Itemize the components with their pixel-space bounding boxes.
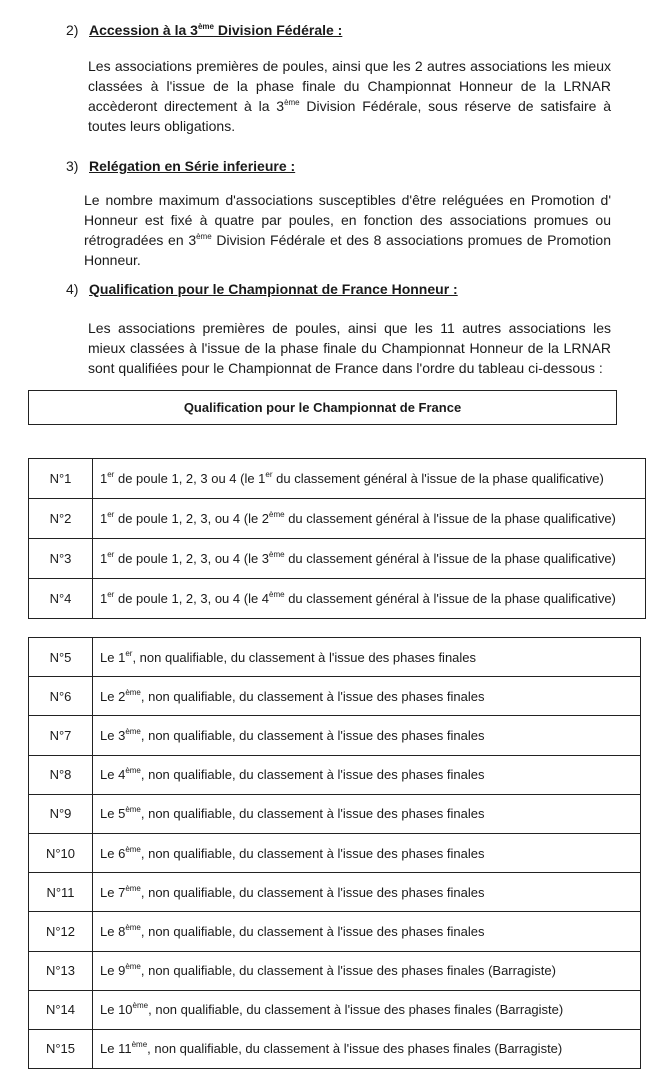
description-cell — [93, 794, 641, 833]
description-cell — [93, 873, 641, 912]
rank-cell: N°14 — [29, 990, 93, 1029]
desc-text: du classement général à l'issue de la phase qualificative) — [284, 591, 616, 606]
table-row — [29, 912, 641, 951]
description-cell — [93, 579, 646, 619]
description-cell — [93, 912, 641, 951]
desc-text: Le 3 — [100, 727, 126, 743]
desc-sup: er — [107, 470, 115, 479]
section-3-number: 3) — [66, 158, 79, 174]
rank-cell: N°1 — [29, 459, 93, 499]
table-row — [29, 1029, 641, 1068]
section-3-paragraph — [84, 190, 611, 270]
desc-text: Le 10 — [100, 1002, 133, 1018]
table-row — [29, 539, 646, 579]
desc-text: , non qualifiable, du classement à l'issue des phases finales — [132, 649, 477, 665]
description-cell — [93, 499, 646, 539]
para-text: Le nombre maximum d'associations susceptibles d'être reléguées en Promotion d' Honneur est fixé à quatre par poules, en fonction des associations promues ou rétrogradées en 3 — [84, 192, 611, 248]
desc-text: 1 — [100, 511, 108, 526]
rank-cell: N°15 — [29, 1029, 93, 1068]
desc-sup: ème — [269, 590, 285, 599]
desc-sup: er — [265, 470, 273, 479]
rank-cell: N°5 — [29, 638, 93, 677]
section-4-number: 4) — [66, 281, 79, 297]
description-cell — [93, 716, 641, 755]
desc-text: , non qualifiable, du classement à l'issue des phases finales — [140, 806, 485, 822]
description-cell — [93, 1029, 641, 1068]
desc-text: 1 — [100, 471, 108, 486]
table-row — [29, 638, 641, 677]
desc-sup: er — [107, 510, 115, 519]
desc-text: 1 — [100, 551, 108, 566]
desc-text: , non qualifiable, du classement à l'issue des phases finales — [140, 767, 485, 783]
desc-text: Le 4 — [100, 767, 126, 783]
section-4-title: Qualification pour le Championnat de France Honneur : — [89, 281, 458, 297]
rank-cell: N°11 — [29, 873, 93, 912]
desc-sup: ème — [269, 510, 285, 519]
description-cell — [93, 539, 646, 579]
desc-sup: er — [125, 648, 133, 658]
desc-sup: ème — [125, 844, 141, 854]
desc-text: , non qualifiable, du classement à l'issue des phases finales — [140, 923, 485, 939]
rank-cell: N°10 — [29, 833, 93, 872]
table-row — [29, 990, 641, 1029]
description-cell — [93, 755, 641, 794]
desc-sup: ème — [132, 1001, 149, 1011]
desc-text: , non qualifiable, du classement à l'issue des phases finales — [140, 727, 485, 743]
table-row — [29, 499, 646, 539]
rank-cell: N°12 — [29, 912, 93, 951]
desc-text: , non qualifiable, du classement à l'issue des phases finales (Barragiste) — [148, 1002, 564, 1018]
table-row — [29, 755, 641, 794]
rank-cell: N°2 — [29, 499, 93, 539]
description-cell — [93, 990, 641, 1029]
desc-text: de poule 1, 2, 3 ou 4 (le 1 — [114, 471, 266, 486]
description-cell — [93, 951, 641, 990]
rank-cell: N°4 — [29, 579, 93, 619]
desc-sup: ème — [125, 687, 141, 697]
qualification-table-2 — [28, 637, 641, 1069]
desc-sup: ème — [125, 726, 141, 736]
desc-text: Le 6 — [100, 845, 126, 861]
table-row — [29, 951, 641, 990]
desc-text: de poule 1, 2, 3, ou 4 (le 3 — [114, 551, 270, 566]
desc-text: du classement général à l'issue de la phase qualificative) — [284, 551, 616, 566]
section-2-title-text: Accession à la 3 — [89, 22, 198, 38]
description-cell — [93, 638, 641, 677]
section-2-paragraph — [88, 56, 611, 136]
desc-text: , non qualifiable, du classement à l'issue des phases finales — [140, 845, 485, 861]
desc-text: Le 1 — [100, 649, 126, 665]
rank-cell: N°9 — [29, 794, 93, 833]
table-row — [29, 716, 641, 755]
para-text: Division Fédérale et des 8 associations promues de Promotion Honneur. — [84, 232, 611, 268]
para-text: Division Fédérale, sous réserve de satisfaire à toutes leurs obligations. — [88, 98, 611, 134]
desc-text: Le 7 — [100, 884, 126, 900]
desc-text: Le 2 — [100, 688, 126, 704]
section-2-title-text-end: Division Fédérale : — [213, 22, 343, 38]
desc-text: de poule 1, 2, 3, ou 4 (le 4 — [114, 591, 270, 606]
section-2-number: 2) — [66, 22, 79, 38]
description-cell — [93, 833, 641, 872]
desc-text: Le 5 — [100, 806, 126, 822]
desc-sup: ème — [125, 805, 141, 815]
qualification-table-1 — [28, 458, 646, 619]
table-row — [29, 794, 641, 833]
desc-text: , non qualifiable, du classement à l'issue des phases finales (Barragiste) — [147, 1041, 563, 1057]
desc-text: de poule 1, 2, 3, ou 4 (le 2 — [114, 511, 270, 526]
desc-text: , non qualifiable, du classement à l'issue des phases finales (Barragiste) — [140, 963, 556, 979]
para-sup: ème — [196, 232, 212, 241]
para-sup: ème — [284, 98, 300, 107]
desc-sup: ème — [125, 883, 141, 893]
description-cell — [93, 677, 641, 716]
desc-sup: ème — [125, 962, 141, 972]
para-text: Les associations premières de poules, ainsi que les 2 autres associations les mieux classées à l'issue de la phase finale du Championnat Honneur de la LRNAR accèderont directement à la 3 — [88, 58, 611, 114]
section-4-paragraph: Les associations premières de poules, ainsi que les 11 autres associations les mieux classées à l'issue de la phase finale du Championnat Honneur de la LRNAR sont qualifiées pour le Championnat de France dans l'ordre du tableau ci-dessous : — [88, 320, 611, 376]
rank-cell: N°6 — [29, 677, 93, 716]
table-row — [29, 677, 641, 716]
rank-cell: N°3 — [29, 539, 93, 579]
description-cell — [93, 459, 646, 499]
desc-text: Le 8 — [100, 923, 126, 939]
section-3-title: Relégation en Série inferieure : — [89, 158, 296, 174]
table-title-box: Qualification pour le Championnat de France — [28, 390, 617, 425]
desc-text: Le 11 — [100, 1041, 132, 1057]
rank-cell: N°8 — [29, 755, 93, 794]
desc-sup: er — [107, 550, 115, 559]
section-2-title — [89, 22, 342, 38]
desc-sup: ème — [125, 766, 141, 776]
desc-sup: ème — [125, 922, 141, 932]
desc-sup: ème — [131, 1040, 148, 1050]
desc-text: 1 — [100, 591, 108, 606]
desc-text: , non qualifiable, du classement à l'issue des phases finales — [140, 884, 485, 900]
table-row — [29, 579, 646, 619]
rank-cell: N°7 — [29, 716, 93, 755]
section-2-title-sup: ème — [197, 22, 214, 31]
desc-text: du classement général à l'issue de la phase qualificative) — [272, 471, 604, 486]
rank-cell: N°13 — [29, 951, 93, 990]
desc-text: Le 9 — [100, 963, 126, 979]
desc-sup: er — [107, 590, 115, 599]
table-row — [29, 459, 646, 499]
desc-text: , non qualifiable, du classement à l'issue des phases finales — [140, 688, 485, 704]
desc-text: du classement général à l'issue de la phase qualificative) — [284, 511, 616, 526]
desc-sup: ème — [269, 550, 285, 559]
table-row — [29, 873, 641, 912]
table-row — [29, 833, 641, 872]
